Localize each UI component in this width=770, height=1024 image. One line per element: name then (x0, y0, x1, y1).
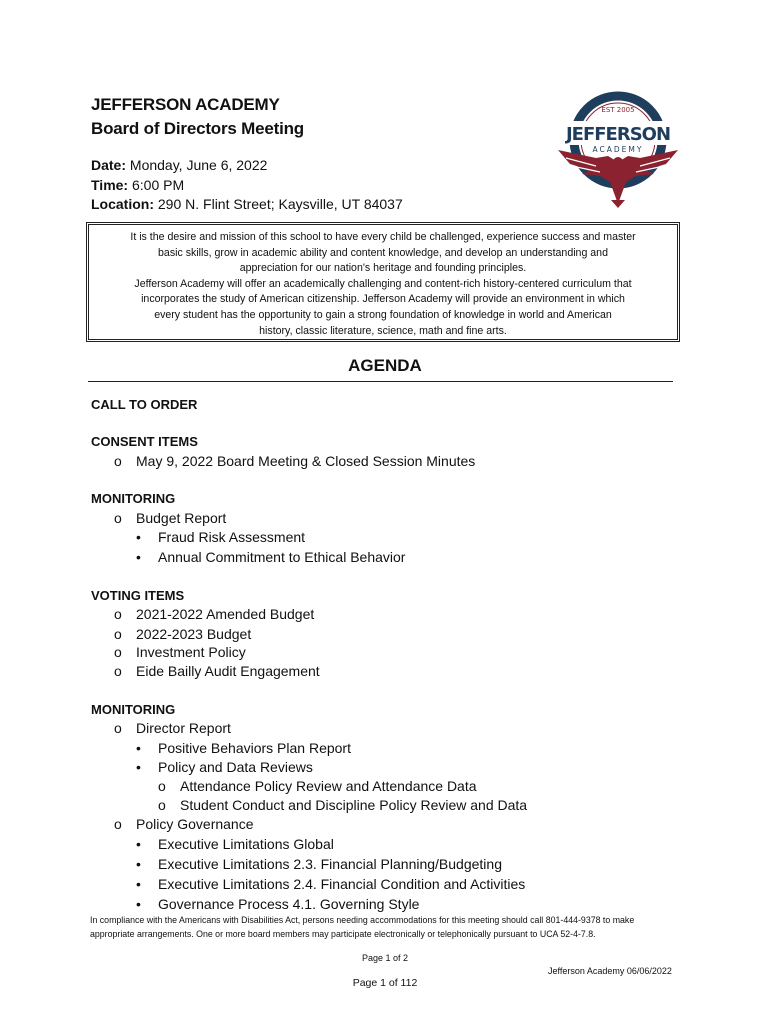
logo-academy-text: ACADEMY (592, 145, 644, 154)
dot-bullet: • (136, 876, 141, 892)
logo-main-text: JEFFERSON (565, 124, 671, 145)
time-label: Time: (91, 177, 129, 193)
monitoring-heading: MONITORING (91, 702, 176, 717)
mission-line: incorporates the study of American citizenship. Jefferson Academy will provide an environment in which (141, 293, 625, 306)
logo-est-text: EST 2005 (601, 106, 635, 114)
list-subitem: • Governance Process 4.1. Governing Style (136, 896, 420, 912)
mission-line: history, classic literature, science, math and fine arts. (259, 324, 507, 337)
dot-bullet: • (136, 856, 141, 872)
list-item: o 2021-2022 Amended Budget (114, 606, 315, 622)
list-item: o Budget Report (114, 510, 227, 526)
eagle-icon (558, 150, 678, 208)
mission-statement-box (86, 222, 680, 342)
mission-line: appreciation for our nation's heritage and founding principles. (239, 262, 527, 275)
circle-bullet: o (114, 606, 122, 622)
dot-bullet: • (136, 759, 141, 775)
mission-line: every student has the opportunity to gain a strong foundation of knowledge in world and American (154, 308, 612, 321)
footer-date-tag: Jefferson Academy 06/06/2022 (548, 966, 672, 976)
circle-bullet: o (158, 778, 166, 794)
date-value: Monday, June 6, 2022 (129, 157, 268, 173)
list-item: o Eide Bailly Audit Engagement (114, 663, 320, 679)
list-subitem: • Policy and Data Reviews (136, 759, 313, 775)
list-subitem: • Fraud Risk Assessment (136, 529, 306, 545)
meeting-title: Board of Directors Meeting (91, 119, 304, 138)
date-label: Date: (91, 157, 127, 173)
call-to-order-heading: CALL TO ORDER (91, 397, 198, 412)
list-subsubitem: o Student Conduct and Discipline Policy Review and Data (158, 797, 528, 813)
jefferson-academy-logo (556, 88, 680, 210)
list-item: o 2022-2023 Budget (114, 626, 252, 642)
list-subitem: • Positive Behaviors Plan Report (136, 740, 351, 756)
circle-bullet: o (158, 797, 166, 813)
monitoring-heading: MONITORING (91, 491, 176, 506)
ada-compliance-note: In compliance with the Americans with Disabilities Act, persons needing accommodations for this meeting should call 801-444-9378 to make appropriate arrangements. One or more board members may participate electronically or telephonically pursuant to UCA 52-4-7.8. (90, 915, 635, 939)
dot-bullet: • (136, 836, 141, 852)
dot-bullet: • (136, 740, 141, 756)
agenda-title: AGENDA (348, 356, 422, 375)
location-value: 290 N. Flint Street; Kaysville, UT 84037 (157, 196, 403, 212)
list-item: o May 9, 2022 Board Meeting & Closed Session Minutes (114, 453, 476, 469)
circle-bullet: o (114, 720, 122, 736)
agenda-divider (88, 381, 673, 382)
list-subsubitem: o Attendance Policy Review and Attendance Data (158, 778, 477, 794)
location-label: Location: (91, 196, 154, 212)
dot-bullet: • (136, 896, 141, 912)
page-number: Page 1 of 2 (361, 953, 409, 963)
voting-items-heading: VOTING ITEMS (91, 588, 185, 603)
list-item: o Investment Policy (114, 644, 246, 660)
circle-bullet: o (114, 626, 122, 642)
list-subitem: • Annual Commitment to Ethical Behavior (136, 549, 406, 565)
list-subitem: • Executive Limitations Global (136, 836, 334, 852)
time-value: 6:00 PM (131, 177, 185, 193)
list-subitem: • Executive Limitations 2.4. Financial Condition and Activities (136, 876, 526, 892)
list-subitem: • Executive Limitations 2.3. Financial Planning/Budgeting (136, 856, 502, 872)
list-item: o Director Report (114, 720, 231, 736)
consent-items-heading: CONSENT ITEMS (91, 434, 198, 449)
circle-bullet: o (114, 816, 122, 832)
dot-bullet: • (136, 529, 141, 545)
school-title: JEFFERSON ACADEMY (91, 95, 280, 114)
meeting-location (91, 196, 403, 212)
circle-bullet: o (114, 510, 122, 526)
meeting-date (91, 157, 267, 173)
dot-bullet: • (136, 549, 141, 565)
list-item: o Policy Governance (114, 816, 254, 832)
viewer-page-indicator: Page 1 of 112 (352, 977, 418, 989)
mission-line: basic skills, grow in academic ability and content knowledge, and develop an understanding and (158, 246, 608, 259)
circle-bullet: o (114, 663, 122, 679)
mission-line: It is the desire and mission of this school to have every child be challenged, experience success and master (130, 231, 636, 243)
meeting-time (91, 177, 184, 193)
mission-line: Jefferson Academy will offer an academically challenging and content-rich history-centered curriculum that (134, 277, 632, 290)
circle-bullet: o (114, 644, 122, 660)
circle-bullet: o (114, 453, 122, 469)
